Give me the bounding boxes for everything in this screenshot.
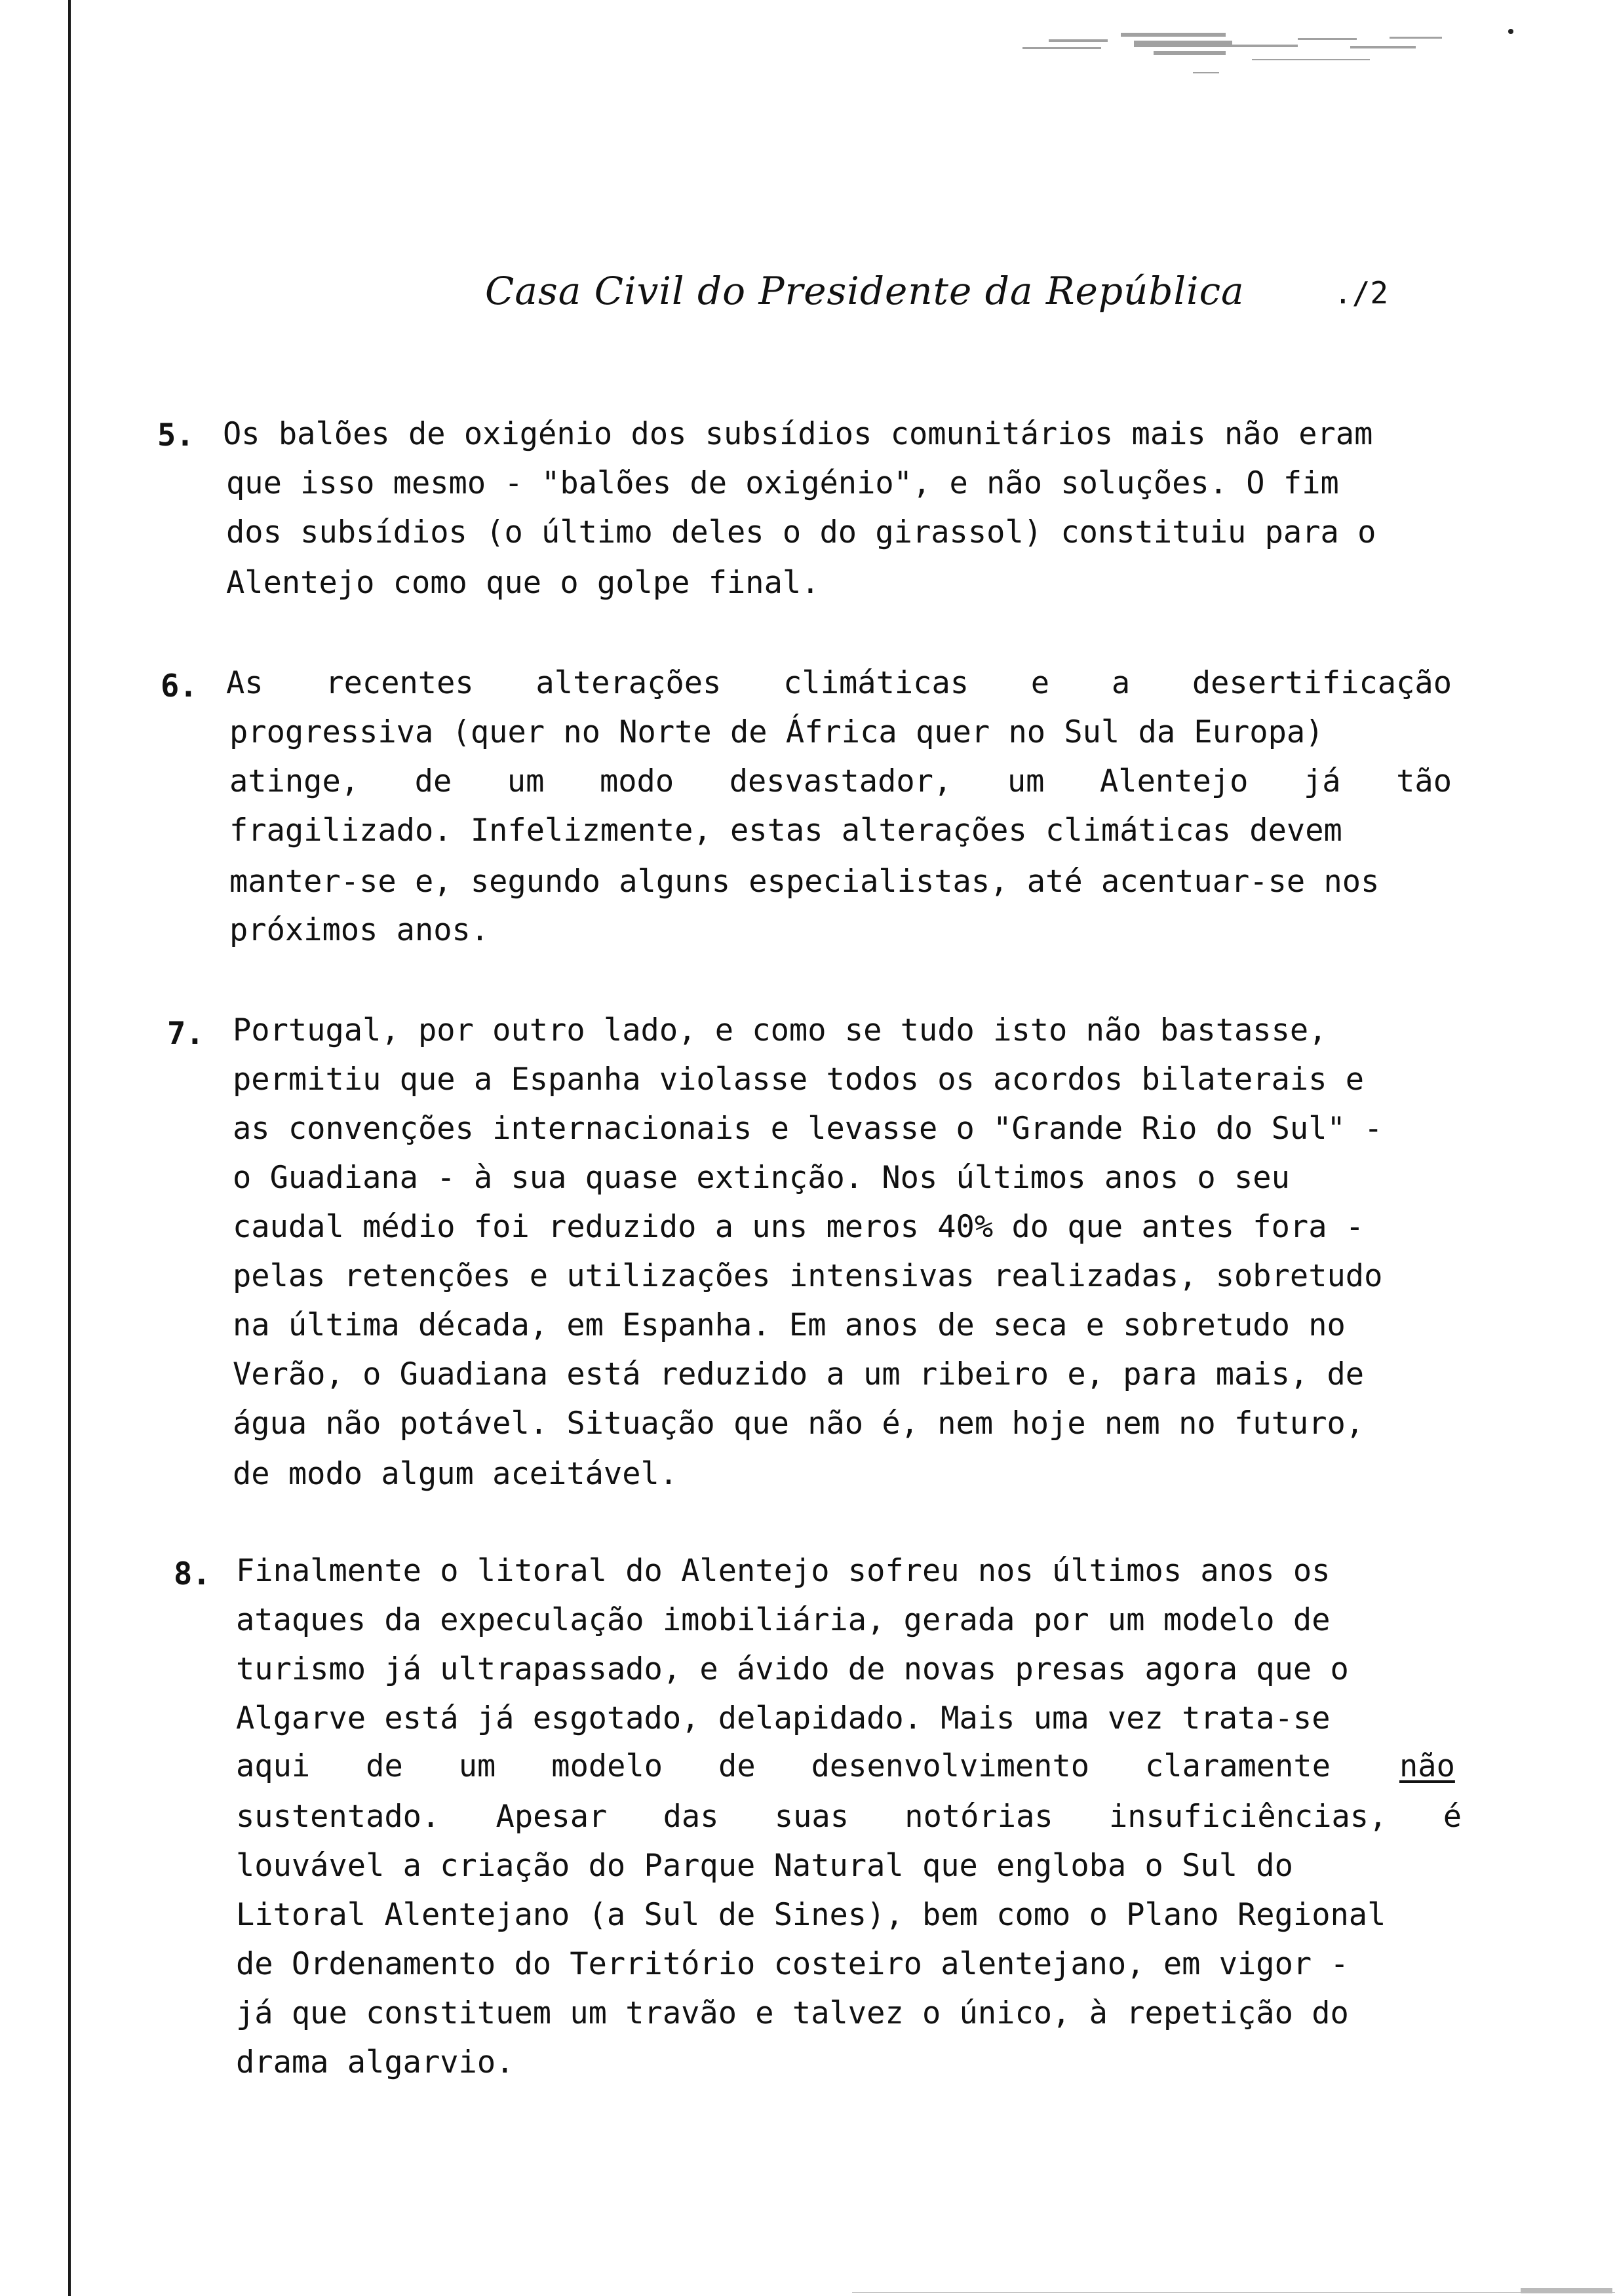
text-line: louvável a criação do Parque Natural que engloba o Sul do (236, 1848, 1293, 1884)
text-line: atinge, de um modo desvastador, um Alentejo já tão (229, 763, 1452, 799)
page-number: ./2 (1334, 275, 1389, 311)
text-line: pelas retenções e utilizações intensivas realizadas, sobretudo (233, 1258, 1383, 1294)
item-number: 7. (167, 1016, 204, 1052)
text-line: de Ordenamento do Território costeiro alentejano, em vigor - (236, 1946, 1349, 1982)
text-line: caudal médio foi reduzido a uns meros 40% do que antes fora - (233, 1209, 1365, 1245)
text-line: Litoral Alentejano (a Sul de Sines), bem como o Plano Regional (236, 1897, 1386, 1933)
scan-bottom-noise (852, 2280, 1615, 2296)
text-line: próximos anos. (229, 912, 490, 948)
text-line: água não potável. Situação que não é, nem hoje nem no futuro, (233, 1406, 1365, 1442)
item-number: 5. (157, 417, 195, 453)
text-line: drama algarvio. (236, 2044, 515, 2080)
text-line: que isso mesmo - "balões de oxigénio", e não soluções. O fim (226, 465, 1339, 501)
text-line: de modo algum aceitável. (233, 1456, 678, 1492)
text-line: progressiva (quer no Norte de África quer no Sul da Europa) (229, 714, 1324, 750)
text-line: manter-se e, segundo alguns especialistas, até acentuar-se nos (229, 864, 1380, 900)
item-number: 8. (174, 1556, 211, 1592)
text-line: sustentado. Apesar das suas notórias insuficiências, é (236, 1799, 1462, 1835)
text-line: Finalmente o litoral do Alentejo sofreu nos últimos anos os (236, 1553, 1331, 1589)
letterhead: Casa Civil do Presidente da República (485, 269, 1245, 313)
text-line: Alentejo como que o golpe final. (226, 565, 820, 601)
underlined-word: não (1399, 1748, 1455, 1784)
text-line: Portugal, por outro lado, e como se tudo isto não bastasse, (233, 1012, 1327, 1048)
scan-smudge (1022, 20, 1521, 98)
text-line: Algarve está já esgotado, delapidado. Mais uma vez trata-se (236, 1700, 1331, 1736)
item-number: 6. (161, 668, 198, 704)
text-line: As recentes alterações climáticas e a desertificação (226, 665, 1452, 701)
text-line: dos subsídios (o último deles o do girassol) constituiu para o (226, 514, 1376, 550)
text-line: ataques da expeculação imobiliária, gerada por um modelo de (236, 1602, 1331, 1638)
scan-left-edge (68, 0, 71, 2296)
text-line: permitiu que a Espanha violasse todos os acordos bilaterais e (233, 1062, 1365, 1098)
text-line: as convenções internacionais e levasse o "Grande Rio do Sul" - (233, 1111, 1383, 1147)
text-line: na última década, em Espanha. Em anos de seca e sobretudo no (233, 1307, 1346, 1343)
text-line: já que constituem um travão e talvez o único, à repetição do (236, 1995, 1349, 2031)
text-line: Verão, o Guadiana está reduzido a um ribeiro e, para mais, de (233, 1356, 1365, 1392)
text-line: turismo já ultrapassado, e ávido de novas presas agora que o (236, 1651, 1349, 1687)
text-line: fragilizado. Infelizmente, estas alterações climáticas devem (229, 813, 1342, 849)
text-line: aqui de um modelo de desenvolvimento claramente (236, 1748, 1331, 1784)
text-line: o Guadiana - à sua quase extinção. Nos últimos anos o seu (233, 1160, 1290, 1196)
text-line: Os balões de oxigénio dos subsídios comunitários mais não eram (223, 416, 1373, 452)
